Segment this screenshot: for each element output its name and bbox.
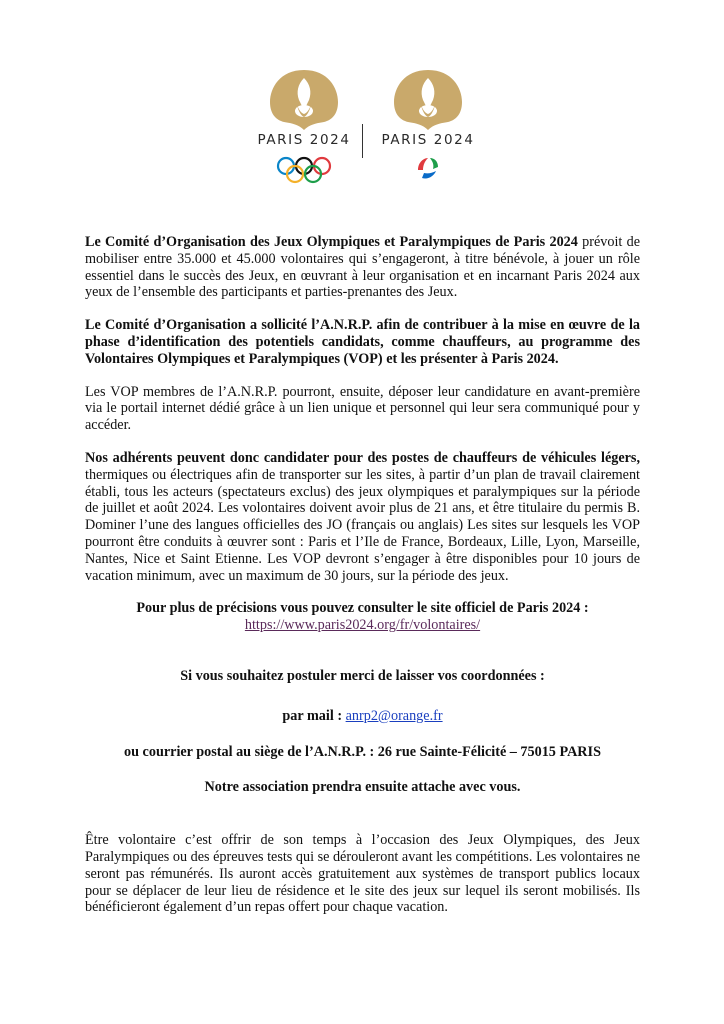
paragraph-drivers [85, 450, 640, 584]
more-info-text: Pour plus de précisions vous pouvez consulter le site officiel de Paris 2024 : [136, 600, 589, 617]
postal-address-text: ou courrier postal au siège de l’A.N.R.P. : 26 rue Sainte-Félicité – 75015 PARIS [124, 743, 601, 760]
contact-line [85, 779, 640, 796]
apply-text: Si vous souhaitez postuler merci de laisser vos coordonnées : [180, 667, 545, 684]
intro-text: prévoit de mobiliser entre 35.000 et 45.000 volontaires qui s’engageront, à titre bénévole, à jouer un rôle essentiel dans le succès des Jeux, en œuvrant à leur organisation et en incarnant Paris 2024 aux yeux de l’ensemble des participants et parties-prenantes des Jeux. [85, 234, 640, 301]
agitos-icon [412, 154, 444, 182]
olympic-rings-icon [276, 156, 332, 184]
drivers-text: thermiques ou électriques afin de transporter sur les sites, à partir d’un plan de travail clairement établi, tous les acteurs (spectateurs exclus) des jeux olympiques et paralympiques sur la période de juillet et août 2024. Les volontaires doivent avoir plus de 21 ans, et être titulaire du permis B. Dominer l’une des langues officielles des JO (français ou anglais) Les sites sur lesquels les VOP pourront être conduits à œuvrer sont : Paris et l’Ile de France, Bordeaux, Lille, Lyon, Marseille, Nantes, Nice et Saint Etienne. Les VOP devront s’engager à être disponibles pour 10 jours de vacation minimum, avec un maximum de 30 jours, sur la période des jeux. [85, 466, 640, 584]
volunteer-info-text: Être volontaire c’est offrir de son temps à l’occasion des Jeux Olympiques, des Jeux Paralympiques ou des épreuves tests qui se dérouleront avant les compétitions. Les volontaires ne seront pas rémunérés. Ils auront accès gratuitement aux systèmes de transport publics locaux pour se déplacer de leur lieu de résidence et le site des jeux sur lequel ils seront mobilisés. Ils bénéficieront également d’un repas offert pour chaque vacation. [85, 832, 640, 916]
intro-bold-text: Le Comité d’Organisation des Jeux Olympiques et Paralympiques de Paris 2024 [85, 234, 578, 250]
mail-label: par mail : [282, 707, 343, 724]
anrp-request-text: Le Comité d’Organisation a sollicité l’A.N.R.P. afin de contribuer à la mise en œuvre de la phase d’identification des potentiels candidats, comme chauffeurs, au programme des Volontaires Olympiques et Paralympiques (VOP) et les présenter à Paris 2024. [85, 317, 640, 367]
postal-line [85, 744, 640, 761]
logo-header [0, 64, 724, 196]
paris-2024-paralympic-logo [368, 64, 488, 186]
mail-line [85, 708, 640, 725]
logo-divider [362, 124, 363, 158]
email-link[interactable]: anrp2@orange.fr [345, 707, 443, 724]
olympic-logo-word: PARIS 2024 [257, 132, 351, 148]
more-info-link-line [85, 617, 640, 634]
volunteers-link[interactable]: https://www.paris2024.org/fr/volontaires/ [244, 617, 481, 634]
paralympic-logo-word: PARIS 2024 [381, 132, 475, 148]
contact-text: Notre association prendra ensuite attache avec vous. [204, 779, 521, 796]
document-body [85, 234, 640, 916]
candidature-text: Les VOP membres de l’A.N.R.P. pourront, ensuite, déposer leur candidature en avant-première via le portail internet dédié grâce à un lien unique et personnel qui leur sera communiqué pour y accéder. [85, 383, 640, 434]
paragraph-candidature [85, 384, 640, 434]
paris-2024-olympic-logo [244, 64, 364, 186]
paragraph-volunteer-info [85, 832, 640, 916]
paragraph-intro [85, 234, 640, 301]
paragraph-anrp-request [85, 317, 640, 367]
apply-line [85, 668, 640, 685]
drivers-bold-text: Nos adhérents peuvent donc candidater pour des postes de chauffeurs de véhicules légers, [85, 449, 640, 466]
more-info-line [85, 600, 640, 617]
